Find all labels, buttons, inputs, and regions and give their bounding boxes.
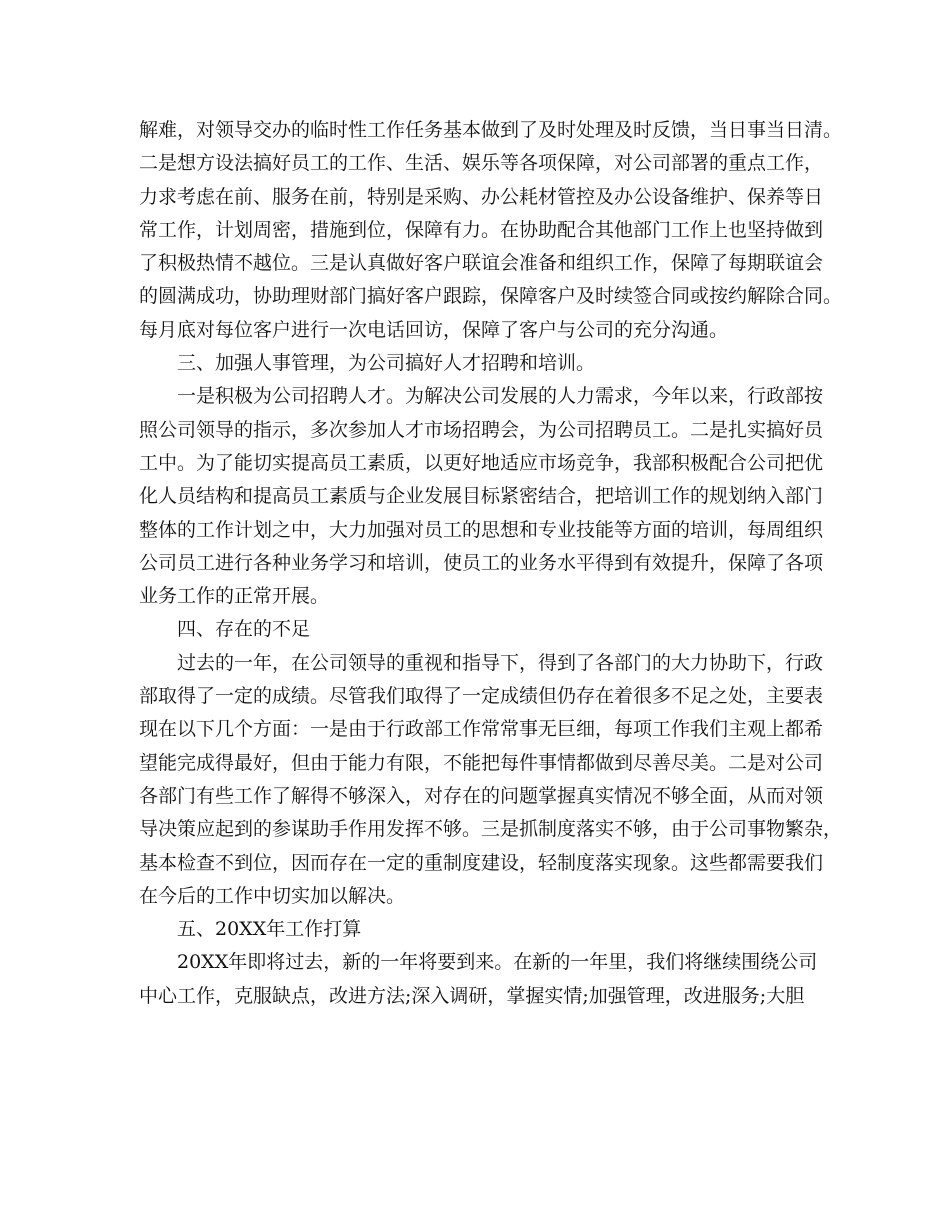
text-line: 望能完成得最好，但由于能力有限，不能把每件事情都做到尽善尽美。二是对公司: [139, 751, 824, 774]
text-line: 每月底对每位客户进行一次电话回访，保障了客户与公司的充分沟通。: [139, 318, 729, 341]
text-line: 在今后的工作中切实加以解决。: [139, 884, 406, 907]
text-line: 整体的工作计划之中，大力加强对员工的思想和专业技能等方面的培训，每周组织: [139, 518, 824, 541]
text-line: 业务工作的正常开展。: [139, 585, 330, 608]
text-line: 现在以下几个方面：一是由于行政部工作常常事无巨细，每项工作我们主观上都希: [139, 718, 824, 741]
text-line: 照公司领导的指示，多次参加人才市场招聘会，为公司招聘员工。二是扎实搞好员: [139, 418, 824, 441]
text-line: 20XX年即将过去，新的一年将要到来。在新的一年里，我们将继续围绕公司: [177, 951, 818, 974]
document-body: [139, 114, 843, 1013]
text-line: 常工作，计划周密，措施到位，保障有力。在协助配合其他部门工作上也坚持做到: [139, 218, 824, 241]
text-line: 各部门有些工作了解得不够深入，对存在的问题掌握真实情况不够全面，从而对领: [139, 784, 824, 807]
text-line: 中心工作，克服缺点，改进方法;深入调研，掌握实情;加强管理，改进服务;大胆: [139, 984, 805, 1007]
text-line: 公司员工进行各种业务学习和培训，使员工的业务水平得到有效提升，保障了各项: [139, 551, 824, 574]
section-heading: 三、加强人事管理，为公司搞好人才招聘和培训。: [177, 352, 596, 375]
text-line: 二是想方设法搞好员工的工作、生活、娱乐等各项保障，对公司部署的重点工作，: [139, 152, 824, 175]
text-line: 了积极热情不越位。三是认真做好客户联谊会准备和组织工作，保障了每期联谊会: [139, 252, 824, 275]
text-line: 部取得了一定的成绩。尽管我们取得了一定成绩但仍存在着很多不足之处，主要表: [139, 685, 824, 708]
section-heading: 四、存在的不足: [177, 618, 311, 641]
text-line: 的圆满成功，协助理财部门搞好客户跟踪，保障客户及时续签合同或按约解除合同。: [139, 285, 843, 308]
text-line: 化人员结构和提高员工素质与企业发展目标紧密结合，把培训工作的规划纳入部门: [139, 485, 824, 508]
text-line: 力求考虑在前、服务在前，特别是采购、办公耗材管控及办公设备维护、保养等日: [139, 185, 824, 208]
section-heading: 五、20XX年工作打算: [177, 918, 362, 941]
text-line: 工中。为了能切实提高员工素质，以更好地适应市场竞争，我部积极配合公司把优: [139, 451, 824, 474]
text-line: 过去的一年，在公司领导的重视和指导下，得到了各部门的大力协助下，行政: [177, 651, 824, 674]
text-line: 导决策应起到的参谋助手作用发挥不够。三是抓制度落实不够，由于公司事物繁杂，: [139, 818, 843, 841]
text-line: 一是积极为公司招聘人才。为解决公司发展的人力需求，今年以来，行政部按: [177, 385, 824, 408]
text-line: 基本检查不到位，因而存在一定的重制度建设，轻制度落实现象。这些都需要我们: [139, 851, 824, 874]
text-line: 解难，对领导交办的临时性工作任务基本做到了及时处理及时反馈，当日事当日清。: [139, 119, 843, 141]
